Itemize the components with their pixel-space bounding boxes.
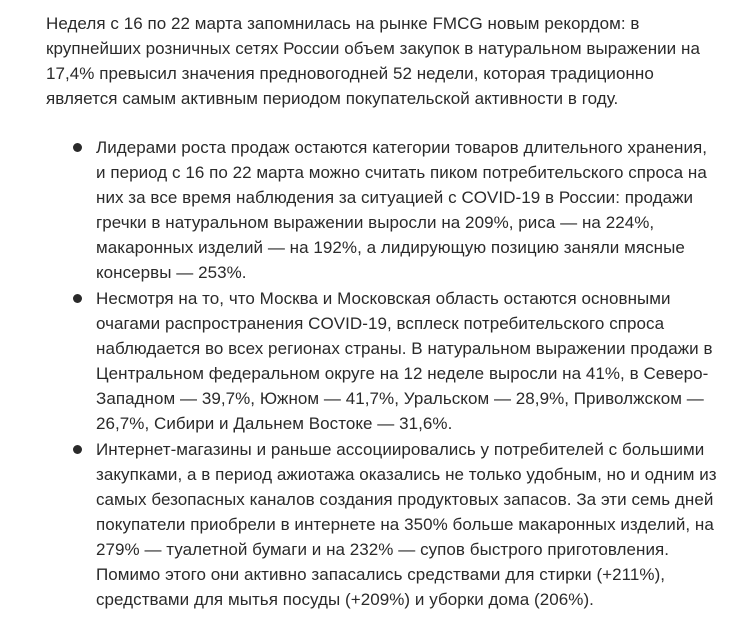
list-item: [46, 286, 720, 436]
list-item: [46, 135, 720, 285]
bullet-dot-icon: [73, 445, 82, 454]
lead-paragraph: Неделя с 16 по 22 марта запомнилась на рынке FMCG новым рекордом: в крупнейших розничных сетях России объем закупок в натуральном выражении на 17,4% превысил значения предновогодней 52 недели, которая традиционно является самым активным периодом покупательской активности в году.: [46, 14, 700, 108]
bullet-dot-icon: [73, 294, 82, 303]
bullet-text-storage-goods: Лидерами роста продаж остаются категории товаров длительного хранения, и период с 16 по 22 марта можно считать пиком потребительского спроса на них за все время наблюдения за ситуацией с COVID-19 в России: продажи гречки в натуральном выражении выросли на 209%, риса — на 224%, макаронных изделий — на 192%, а лидирующую позицию заняли мясные консервы — 253%.: [96, 138, 708, 282]
bullet-list: [46, 135, 720, 612]
list-item: [46, 437, 720, 612]
bullet-text-online-stores: Интернет-магазины и раньше ассоциировались у потребителей с большими закупками, а в период ажиотажа оказались не только удобным, но и одним из самых безопасных каналов создания продуктовых запасов. За эти семь дней покупатели приобрели в интернете на 350% больше макаронных изделий, на 279% — туалетной бумаги и на 232% — супов быстрого приготовления. Помимо этого они активно запасались средствами для стирки (+211%), средствами для мытья посуды (+209%) и уборки дома (206%).: [96, 440, 717, 609]
bullet-text-regions: Несмотря на то, что Москва и Московская область остаются основными очагами распространения COVID-19, всплеск потребительского спроса наблюдается во всех регионах страны. В натуральном выражении продажи в Центральном федеральном округе на 12 неделе выросли на 41%, в Северо-Западном — 39,7%, Южном — 41,7%, Уральском — 28,9%, Приволжском — 26,7%, Сибири и Дальнем Востоке — 31,6%.: [96, 289, 713, 433]
bullet-dot-icon: [73, 143, 82, 152]
